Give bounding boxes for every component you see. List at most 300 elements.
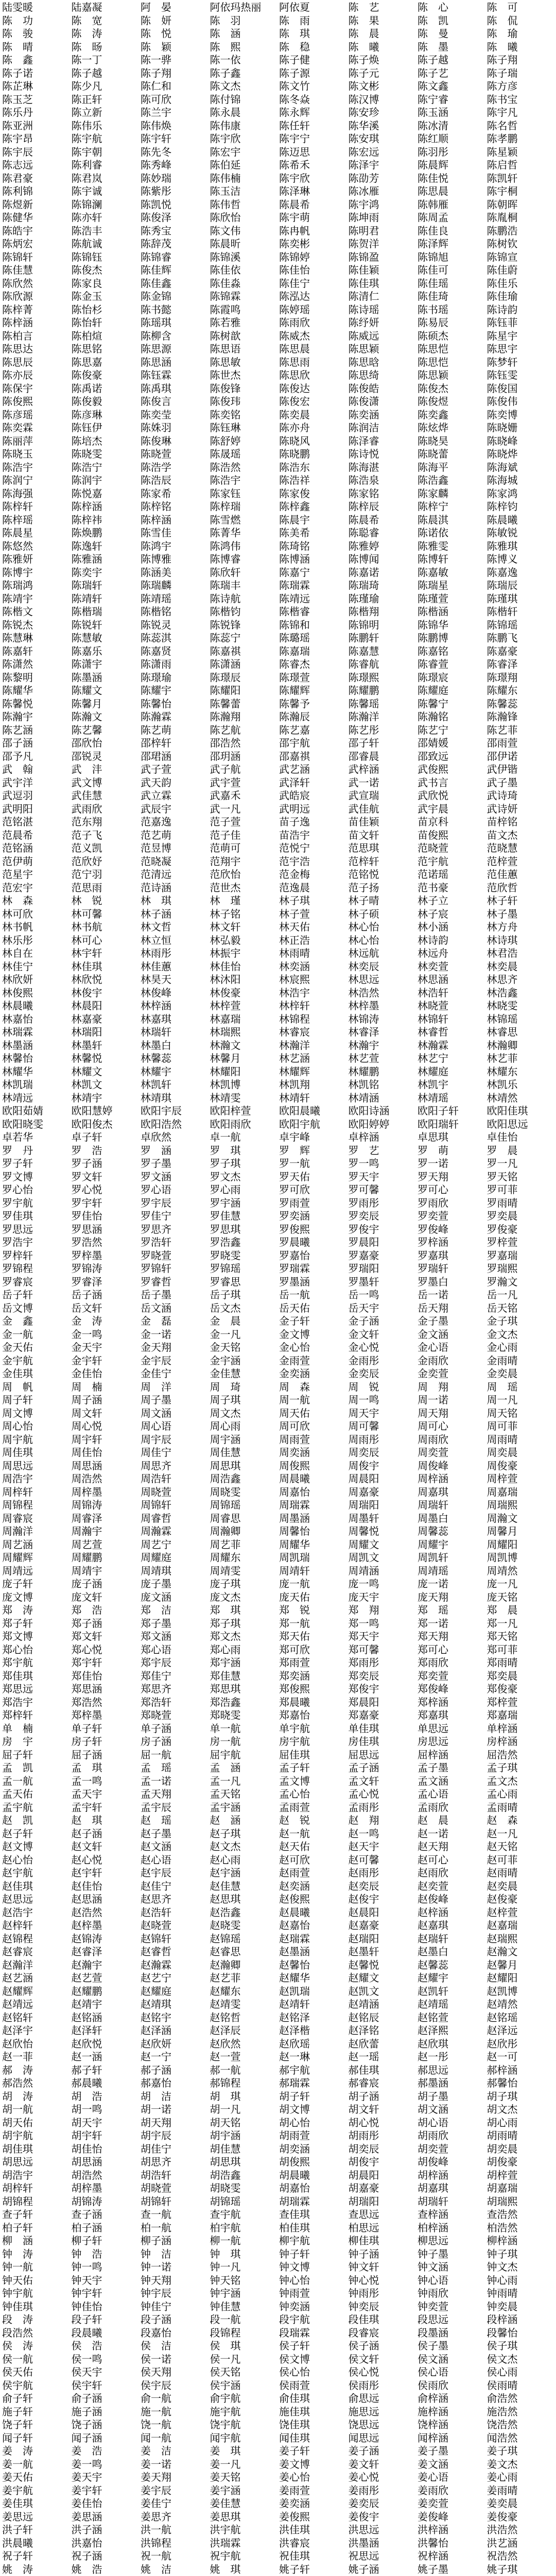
name-cell: 赵 翔: [349, 1814, 418, 1827]
name-cell: 金文涵: [418, 1328, 487, 1342]
name-cell: 武一凡: [210, 803, 280, 816]
name-cell: 姜俊豪: [487, 2511, 556, 2524]
name-cell: 林靖然: [487, 1092, 556, 1105]
name-cell: 陈晨昕: [210, 238, 280, 251]
name-cell: 赵佳宁: [141, 1880, 210, 1893]
name-cell: 陈柏煊: [72, 330, 141, 343]
name-cell: 孟宇航: [2, 1801, 72, 1815]
name-cell: 赵欣然: [210, 2038, 280, 2051]
name-cell: 范子佳: [210, 829, 280, 842]
name-cell: 林凯瑞: [2, 1078, 72, 1092]
name-cell: 陈欣然: [2, 277, 72, 291]
name-cell: 罗梓轩: [2, 1249, 72, 1263]
name-cell: 周瑞霖: [279, 1499, 349, 1512]
name-cell: 陈启哲: [487, 159, 556, 172]
name-cell: 祝一航: [141, 2550, 210, 2563]
name-cell: 欧阳梓萱: [210, 1105, 280, 1118]
name-cell: 陈子元: [349, 67, 418, 80]
name-cell: 林墨白: [141, 1039, 210, 1053]
name-cell: 陈晨希: [279, 198, 349, 212]
name-cell: 陈子瑞: [487, 67, 556, 80]
name-cell: 欧阳俊杰: [72, 1118, 141, 1131]
name-cell: 郑梓墨: [72, 1709, 141, 1722]
name-cell: 洪思远: [349, 2523, 418, 2537]
name-cell: 侯子涵: [349, 2340, 418, 2353]
name-cell: 周凯博: [487, 1551, 556, 1565]
name-cell: 屈一航: [141, 1749, 210, 1762]
name-cell: 陈怡杉: [72, 303, 141, 317]
name-cell: 陈舒婷: [210, 435, 280, 448]
name-cell: 洪佳琪: [279, 2523, 349, 2537]
name-cell: 陈凯轩: [487, 172, 556, 185]
name-cell: 陈靖宇: [2, 592, 72, 606]
name-cell: 陈威远: [349, 330, 418, 343]
name-cell: 周心怡: [2, 1420, 72, 1433]
name-cell: 赵 晨: [418, 1814, 487, 1827]
name-cell: 胡锦瑶: [210, 2195, 280, 2209]
name-cell: 陈鹏博: [418, 632, 487, 645]
name-cell: 武梓涵: [349, 763, 418, 776]
name-cell: 陈泽睿: [349, 435, 418, 448]
name-cell: 赵锦程: [2, 1933, 72, 1946]
name-cell: 罗子琪: [210, 1157, 280, 1171]
name-cell: 岳天铭: [487, 1302, 556, 1315]
name-cell: 段墨涵: [418, 2327, 487, 2340]
name-cell: 赵欣琪: [418, 2038, 487, 2051]
name-cell: 胡一鸣: [72, 2103, 141, 2116]
name-cell: 林耀东: [487, 1065, 556, 1079]
name-cell: 赵瀚洋: [2, 1959, 72, 1972]
name-cell: 罗奕萱: [418, 1210, 487, 1223]
name-cell: 范悦宁: [279, 842, 349, 855]
name-cell: 周思远: [2, 1460, 72, 1473]
name-cell: 周嘉琪: [418, 1486, 487, 1499]
name-cell: 郑一航: [279, 1617, 349, 1631]
name-cell: 阿依夏: [279, 1, 349, 14]
name-cell: 姜宇轩: [72, 2484, 141, 2498]
name-cell: 金奕辰: [349, 1367, 418, 1381]
name-cell: 郑嘉琪: [418, 1709, 487, 1722]
name-cell: 罗宇涵: [210, 1197, 280, 1210]
name-cell: 陈嘉诺: [349, 566, 418, 580]
name-cell: 陈妙瑞: [141, 172, 210, 185]
name-cell: 陈睿泽: [487, 658, 556, 671]
name-cell: 柳子轩: [72, 2234, 141, 2248]
name-cell: 陈浩宇: [210, 474, 280, 487]
name-cell: 祝宇航: [210, 2550, 280, 2563]
name-cell: 陈锦睿: [141, 251, 210, 264]
name-cell: 赵可馨: [349, 1854, 418, 1867]
name-cell: 周佳宁: [141, 1446, 210, 1460]
name-cell: 陈潇雨: [141, 658, 210, 671]
name-cell: 胡宇辰: [141, 2129, 210, 2143]
name-cell: 陈子源: [279, 67, 349, 80]
name-cell: 查一航: [141, 2208, 210, 2222]
name-cell: 陈汉博: [349, 93, 418, 107]
name-cell: 范晓凝: [141, 855, 210, 869]
name-cell: 赵一可: [487, 2050, 556, 2064]
name-cell: 陈诗韵: [487, 303, 556, 317]
name-cell: 陈俊言: [141, 395, 210, 409]
name-cell: 武嘉禾: [210, 789, 280, 803]
name-cell: 孟子涵: [349, 1761, 418, 1775]
name-cell: 岳子涵: [72, 1289, 141, 1302]
name-cell: 周靖远: [2, 1565, 72, 1578]
name-cell: 林耀辉: [279, 1065, 349, 1079]
name-cell: 金 磊: [141, 1315, 210, 1328]
name-cell: 庞天翔: [418, 1591, 487, 1604]
name-cell: 祝子涵: [72, 2550, 141, 2563]
name-cell: 陈俊伟: [487, 395, 556, 409]
name-cell: 段馨怡: [487, 2327, 556, 2340]
name-cell: 陈楷翔: [349, 605, 418, 619]
name-cell: 陈泓达: [279, 290, 349, 303]
name-cell: 侯天翔: [141, 2366, 210, 2379]
name-cell: 房思远: [418, 1735, 487, 1749]
name-cell: 陈利锦: [2, 185, 72, 198]
name-cell: 陈伯延: [210, 159, 280, 172]
name-cell: 邵梓轩: [141, 737, 210, 750]
name-cell: 欧阳瑞轩: [418, 1118, 487, 1131]
name-cell: 范子萱: [210, 816, 280, 829]
name-cell: 范萌可: [210, 842, 280, 855]
name-cell: 罗俊豪: [487, 1223, 556, 1236]
name-cell: 姜雨晴: [487, 2484, 556, 2498]
name-cell: 罗瑞阳: [349, 1262, 418, 1276]
name-cell: 林梓涵: [141, 999, 210, 1013]
name-cell: 侯心悦: [349, 2366, 418, 2379]
name-cell: 罗雨晴: [487, 1197, 556, 1210]
name-cell: 陈晓烨: [487, 448, 556, 461]
name-cell: 卓思琪: [418, 1131, 487, 1144]
name-cell: 陈炫烨: [418, 421, 487, 435]
name-cell: 林子萱: [279, 908, 349, 921]
name-cell: 赵睿哲: [141, 1945, 210, 1959]
name-cell: 武宇洋: [2, 776, 72, 790]
name-cell: 闻宇航: [210, 2432, 280, 2445]
name-cell: 罗文博: [2, 1171, 72, 1184]
name-cell: 郑子墨: [141, 1617, 210, 1631]
name-cell: 陈 旸: [72, 41, 141, 54]
name-cell: 罗可馨: [349, 1183, 418, 1197]
name-cell: 苗浩宇: [279, 829, 349, 842]
name-cell: 林宸熙: [279, 973, 349, 987]
name-cell: 陈奕霖: [2, 421, 72, 435]
name-cell: 钟天铭: [210, 2274, 280, 2287]
name-cell: 赵艺涵: [2, 1972, 72, 1985]
name-cell: 侯雨彤: [349, 2379, 418, 2393]
name-cell: 陈晓玉: [2, 448, 72, 461]
name-cell: 邵锐灵: [72, 750, 141, 764]
name-cell: 胡雨彤: [349, 2129, 418, 2143]
name-cell: 陈浩辰: [141, 474, 210, 487]
name-cell: 洪浩然: [487, 2523, 556, 2537]
name-cell: 陈 凯: [418, 14, 487, 28]
name-cell: 陈硕杰: [418, 330, 487, 343]
name-cell: 陈梓轩: [2, 500, 72, 514]
name-cell: 罗可欣: [279, 1183, 349, 1197]
name-cell: 周艺萱: [72, 1538, 141, 1552]
name-cell: 罗佳宁: [141, 1210, 210, 1223]
name-cell: 岳天宇: [349, 1302, 418, 1315]
name-cell: 姚 涛: [2, 2563, 72, 2576]
name-cell: 罗 琪: [210, 1144, 280, 1158]
name-cell: 胡天佑: [2, 2116, 72, 2130]
name-cell: 罗嘉怡: [279, 1249, 349, 1263]
name-cell: 周浩轩: [141, 1472, 210, 1486]
name-cell: 陈浩泉: [349, 474, 418, 487]
name-cell: 陈星颖: [487, 146, 556, 159]
name-cell: 陈 功: [2, 14, 72, 28]
name-cell: 陈俊杰: [418, 382, 487, 396]
name-cell: 岳文涵: [141, 1302, 210, 1315]
name-cell: 陈俊皓: [349, 382, 418, 396]
name-cell: 赵奕涵: [279, 1880, 349, 1893]
name-cell: 周 琦: [210, 1381, 280, 1394]
name-cell: 赵睿思: [210, 1945, 280, 1959]
name-cell: 陈梓钧: [487, 500, 556, 514]
name-cell: 侯一诺: [141, 2353, 210, 2366]
name-cell: 胡奕晨: [487, 2143, 556, 2156]
name-cell: 周梓轩: [2, 1486, 72, 1499]
name-cell: 庞文轩: [72, 1591, 141, 1604]
name-cell: 周奕萱: [418, 1446, 487, 1460]
name-cell: 陈迈思: [279, 146, 349, 159]
name-cell: 陈安琪: [349, 132, 418, 146]
name-cell: 欧阳宇航: [279, 1118, 349, 1131]
name-cell: 胡梓涵: [418, 2169, 487, 2182]
name-cell: 屈浩然: [487, 1749, 556, 1762]
name-cell: 陈宇桐: [487, 185, 556, 198]
name-cell: 赵靖瑶: [418, 1998, 487, 2011]
name-cell: 柏佳琪: [279, 2222, 349, 2235]
name-cell: 钟 洁: [141, 2248, 210, 2261]
name-cell: 周浩鑫: [210, 1472, 280, 1486]
name-cell: 侯雨晴: [487, 2379, 556, 2393]
name-cell: 孟一凡: [210, 1775, 280, 1788]
name-cell: 陈 墨: [418, 41, 487, 54]
name-cell: 罗一诺: [418, 1157, 487, 1171]
name-cell: 庞一航: [279, 1578, 349, 1591]
name-cell: 陈黎明: [2, 671, 72, 685]
name-cell: 胡雨萱: [279, 2129, 349, 2143]
name-cell: 陈瀚锋: [487, 710, 556, 724]
name-cell: 金雨欣: [418, 1354, 487, 1368]
name-cell: 陈一丁: [72, 54, 141, 67]
name-cell: 陈靖轩: [72, 592, 141, 606]
name-cell: 武佳慧: [72, 789, 141, 803]
name-cell: 周心悦: [72, 1420, 141, 1433]
name-cell: 林奕晨: [487, 960, 556, 974]
name-cell: 郑可心: [418, 1643, 487, 1657]
name-cell: 周俊豪: [487, 1460, 556, 1473]
name-cell: 胡宇轩: [72, 2129, 141, 2143]
name-cell: 周浩然: [72, 1472, 141, 1486]
name-cell: 钟心悦: [349, 2274, 418, 2287]
name-cell: 邵婧媛: [418, 737, 487, 750]
name-cell: 孟宇涵: [210, 1801, 280, 1815]
name-cell: 林靖雯: [210, 1092, 280, 1105]
name-cell: 闻佳琪: [279, 2432, 349, 2445]
name-cell: 陈思铭: [72, 343, 141, 356]
name-cell: 赵一琳: [279, 2050, 349, 2064]
name-cell: 周晓萱: [141, 1486, 210, 1499]
name-cell: 周 帆: [2, 1381, 72, 1394]
name-cell: 林可欣: [2, 908, 72, 921]
name-cell: 罗一凡: [487, 1157, 556, 1171]
name-cell: 陈姝羽: [141, 421, 210, 435]
name-cell: 郑雨萱: [279, 1656, 349, 1670]
name-cell: 赵锦轩: [141, 1933, 210, 1946]
name-cell: 罗梓涵: [418, 1236, 487, 1249]
name-cell: 罗锦瑶: [210, 1262, 280, 1276]
name-cell: 范东翔: [72, 816, 141, 829]
name-cell: 陈清仁: [349, 290, 418, 303]
name-cell: 陈立新: [72, 106, 141, 120]
name-cell: 邵子涵: [2, 737, 72, 750]
name-cell: 陈 可: [487, 1, 556, 14]
name-cell: 陈宏远: [349, 146, 418, 159]
name-cell: 邵子轩: [349, 737, 418, 750]
name-cell: 姜心悦: [349, 2471, 418, 2484]
name-cell: 周靖琪: [141, 1565, 210, 1578]
name-cell: 郑 浩: [72, 1604, 141, 1617]
name-cell: 武子墨: [487, 776, 556, 790]
name-cell: 郑思齐: [141, 1683, 210, 1696]
name-cell: 林 琪: [141, 894, 210, 908]
name-cell: 林子琪: [279, 894, 349, 908]
name-cell: 武欣悦: [418, 789, 487, 803]
name-cell: 周耀阳: [487, 1538, 556, 1552]
name-cell: 陈 悦: [141, 27, 210, 41]
name-cell: 祝子轩: [2, 2550, 72, 2563]
name-cell: 庞文博: [2, 1591, 72, 1604]
name-cell: 周俊熙: [279, 1460, 349, 1473]
name-cell: 范梓萱: [487, 855, 556, 869]
name-cell: 武雨欣: [72, 803, 141, 816]
name-cell: 赵梓涵: [418, 1906, 487, 1920]
name-cell: 胡天宇: [72, 2116, 141, 2130]
name-cell: 赵铭瑶: [487, 2011, 556, 2025]
name-cell: 周瀚宇: [72, 1525, 141, 1538]
name-cell: 金天宇: [72, 1341, 141, 1354]
name-cell: 周文轩: [72, 1407, 141, 1420]
name-cell: 周 锐: [349, 1381, 418, 1394]
name-cell: 陈一骅: [141, 54, 210, 67]
name-cell: 赵耀阳: [487, 1972, 556, 1985]
name-cell: 陈兰宇: [141, 106, 210, 120]
name-cell: 陈瑞丰: [210, 579, 280, 592]
name-cell: 金宇涵: [210, 1354, 280, 1368]
name-cell: 陈佳宁: [279, 277, 349, 291]
name-cell: 陈彦琳: [72, 409, 141, 422]
name-cell: 俞梓涵: [418, 2392, 487, 2405]
name-cell: 段浩然: [2, 2327, 72, 2340]
name-cell: 周宇航: [2, 1433, 72, 1447]
name-cell: 钟天宇: [72, 2274, 141, 2287]
name-cell: 陈丽萍: [2, 435, 72, 448]
name-cell: 郑佳慧: [210, 1670, 280, 1683]
name-cell: 罗佳慧: [210, 1210, 280, 1223]
name-cell: 陈雅雯: [418, 540, 487, 553]
name-cell: 郑文轩: [72, 1630, 141, 1643]
name-cell: 陈宇轩: [141, 132, 210, 146]
name-cell: 陈佳瑜: [487, 290, 556, 303]
name-cell: 周宇辰: [141, 1433, 210, 1447]
name-cell: 金子琪: [487, 1315, 556, 1328]
name-cell: 侯宇轩: [72, 2379, 141, 2393]
name-cell: 陈 艺: [349, 1, 418, 14]
name-cell: 陈潇涵: [210, 658, 280, 671]
name-cell: 周子涵: [72, 1394, 141, 1407]
name-cell: 林瀚宇: [349, 1039, 418, 1053]
name-cell: 钟子涵: [349, 2248, 418, 2261]
name-cell: 周文杰: [210, 1407, 280, 1420]
name-cell: 房子涵: [141, 1735, 210, 1749]
name-cell: 欧阳思远: [487, 1118, 556, 1131]
name-cell: 胡雨晴: [487, 2129, 556, 2143]
name-cell: 郑心语: [141, 1643, 210, 1657]
name-cell: 赵晨阳: [349, 1906, 418, 1920]
name-cell: 陈博雅: [141, 553, 210, 566]
name-cell: 陈润宇: [72, 474, 141, 487]
name-cell: 陈瀚文: [72, 710, 141, 724]
name-cell: 陈慧琳: [2, 632, 72, 645]
name-cell: 赵子琪: [210, 1827, 280, 1841]
name-cell: 武辰宇: [141, 803, 210, 816]
name-cell: 范昱博: [141, 842, 210, 855]
name-cell: 陈耀东: [487, 684, 556, 698]
name-cell: 胡佳宁: [141, 2143, 210, 2156]
name-cell: 郝锦程: [210, 2077, 280, 2090]
name-cell: 洪瑞霖: [210, 2537, 280, 2550]
name-cell: 陈思晗: [349, 356, 418, 369]
name-cell: 段睿宸: [349, 2327, 418, 2340]
name-cell: 侯心雨: [487, 2366, 556, 2379]
name-cell: 赵浩然: [72, 1906, 141, 1920]
name-cell: 罗浩宇: [2, 1236, 72, 1249]
name-cell: 施一航: [141, 2405, 210, 2419]
name-cell: 陈浩然: [210, 461, 280, 474]
name-cell: 陈文竹: [279, 80, 349, 93]
name-cell: 范宇航: [418, 855, 487, 869]
name-cell: 陈浩宇: [2, 461, 72, 474]
name-cell: 赵奕萱: [418, 1880, 487, 1893]
name-cell: 罗奕晨: [487, 1210, 556, 1223]
name-cell: 孟心怡: [279, 1788, 349, 1801]
name-cell: 侯心语: [418, 2366, 487, 2379]
name-cell: 赵 琪: [72, 1814, 141, 1827]
name-cell: 范子飞: [72, 829, 141, 842]
name-cell: 郑俊宇: [349, 1683, 418, 1696]
name-cell: 罗一鸣: [349, 1157, 418, 1171]
name-cell: 单子涵: [141, 1722, 210, 1736]
name-cell: 周雨彤: [349, 1433, 418, 1447]
name-cell: 单思远: [418, 1722, 487, 1736]
name-cell: 赵嘉瑞: [487, 1919, 556, 1933]
name-cell: 陈瀚洋: [349, 710, 418, 724]
name-cell: 陈晓萱: [141, 448, 210, 461]
name-cell: 钟子轩: [279, 2248, 349, 2261]
name-cell: 陈思颖: [349, 343, 418, 356]
name-cell: 范欣怡: [210, 868, 280, 882]
name-cell: 赵泽涵: [141, 2024, 210, 2038]
name-cell: 陈耀文: [72, 684, 141, 698]
name-cell: 林奕涵: [279, 960, 349, 974]
name-cell: 姚子轩: [279, 2563, 349, 2576]
name-cell: 郑天翔: [418, 1630, 487, 1643]
name-cell: 武书言: [418, 776, 487, 790]
